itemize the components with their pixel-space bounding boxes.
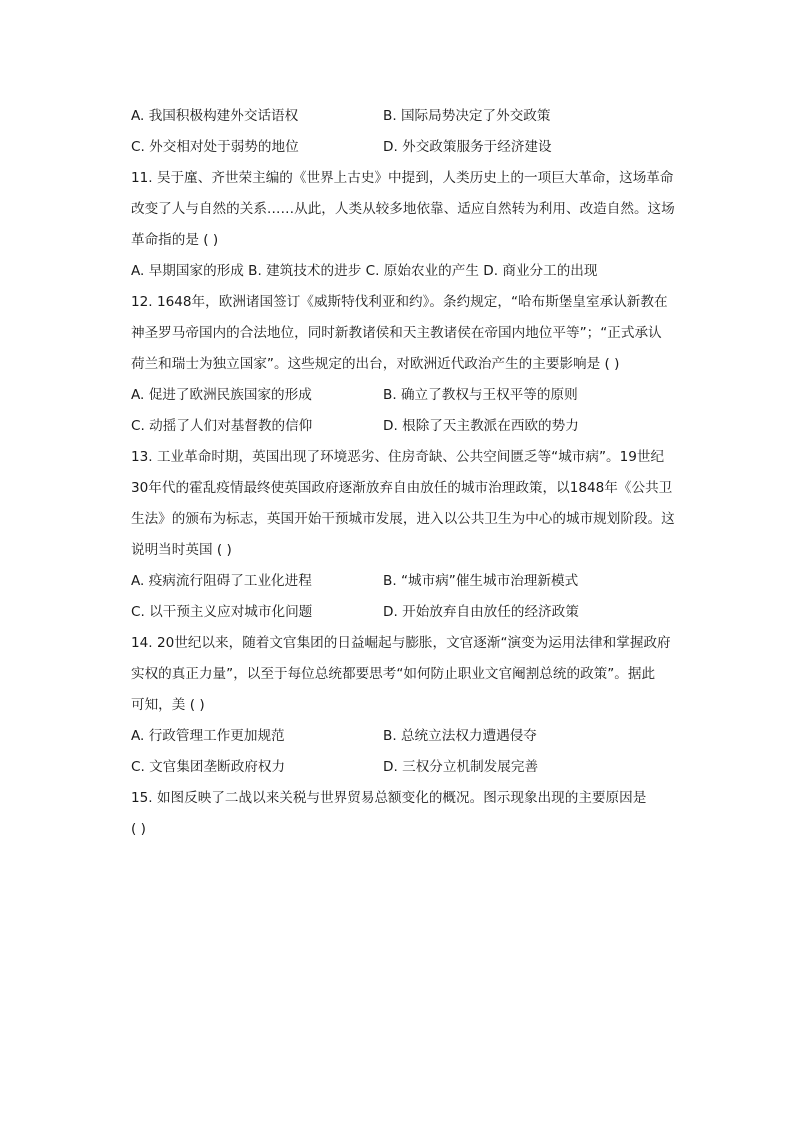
q14-option-c: C. 文官集团垄断政府权力 bbox=[131, 759, 286, 775]
q12-stem-line-2: 神圣罗马帝国内的合法地位，同时新教诸侯和天主教诸侯在帝国内地位平等”；“正式承认 bbox=[131, 325, 662, 341]
q11-stem-line-3: 革命指的是 ( ) bbox=[131, 232, 219, 248]
q13-options-row-2 bbox=[131, 597, 691, 628]
q14-options-row-2 bbox=[131, 752, 691, 783]
q11-stem-line-1: 11. 吴于廑、齐世荣主编的《世界上古史》中提到，人类历史上的一项巨大革命，这场革命 bbox=[131, 170, 674, 186]
q15-stem-line-1: 15. 如图反映了二战以来关税与世界贸易总额变化的概况。图示现象出现的主要原因是 bbox=[131, 790, 647, 806]
q15-stem-line-2: ( ) bbox=[131, 821, 146, 837]
q12-option-c: C. 动摇了人们对基督教的信仰 bbox=[131, 418, 313, 434]
q11-options: A. 早期国家的形成 B. 建筑技术的进步 C. 原始农业的产生 D. 商业分工的出现 bbox=[131, 263, 598, 279]
question-content bbox=[131, 101, 691, 845]
q12-stem-line-1: 12. 1648年，欧洲诸国签订《威斯特伐利亚和约》。条约规定，“哈布斯堡皇室承认新教在 bbox=[131, 294, 668, 310]
q14-stem-line-2: 实权的真正力量”，以至于每位总统都要思考“如何防止职业文官阉割总统的政策”。据此 bbox=[131, 666, 656, 682]
q10-option-b: B. 国际局势决定了外交政策 bbox=[383, 108, 551, 124]
q12-option-d: D. 根除了天主教派在西欧的势力 bbox=[383, 418, 579, 434]
q10-option-d: D. 外交政策服务于经济建设 bbox=[383, 139, 552, 155]
q13-stem-line-1: 13. 工业革命时期，英国出现了环境恶劣、住房奇缺、公共空间匮乏等“城市病”。19世纪 bbox=[131, 449, 665, 465]
q12-stem-line-3: 荷兰和瑞士为独立国家”。这些规定的出台，对欧洲近代政治产生的主要影响是 ( ) bbox=[131, 356, 620, 372]
q13-option-d: D. 开始放弃自由放任的经济政策 bbox=[383, 604, 579, 620]
q14-option-a: A. 行政管理工作更加规范 bbox=[131, 728, 285, 744]
q13-stem-line-3: 生法》的颁布为标志，英国开始干预城市发展，进入以公共卫生为中心的城市规划阶段。这 bbox=[131, 511, 675, 527]
q10-option-c: C. 外交相对处于弱势的地位 bbox=[131, 139, 299, 155]
q10-options-row-1 bbox=[131, 101, 691, 132]
q14-stem-line-1: 14. 20世纪以来，随着文官集团的日益崛起与膨胀，文官逐渐“演变为运用法律和掌握政府 bbox=[131, 635, 671, 651]
q10-options-row-2 bbox=[131, 132, 691, 163]
q14-options-row-1 bbox=[131, 721, 691, 752]
q14-option-b: B. 总统立法权力遭遇侵夺 bbox=[383, 728, 537, 744]
q12-option-b: B. 确立了教权与王权平等的原则 bbox=[383, 387, 578, 403]
q13-option-a: A. 疫病流行阻碍了工业化进程 bbox=[131, 573, 312, 589]
q13-option-c: C. 以干预主义应对城市化问题 bbox=[131, 604, 313, 620]
q14-option-d: D. 三权分立机制发展完善 bbox=[383, 759, 539, 775]
q13-option-b: B. “城市病”催生城市治理新模式 bbox=[383, 573, 579, 589]
q13-stem-line-2: 30年代的霍乱疫情最终使英国政府逐渐放弃自由放任的城市治理政策，以1848年《公共卫 bbox=[131, 480, 673, 496]
q14-stem-line-3: 可知，美 ( ) bbox=[131, 697, 205, 713]
q12-options-row-2 bbox=[131, 411, 691, 442]
q12-options-row-1 bbox=[131, 380, 691, 411]
q10-option-a: A. 我国积极构建外交话语权 bbox=[131, 108, 299, 124]
q13-stem-line-4: 说明当时英国 ( ) bbox=[131, 542, 232, 558]
q13-options-row-1 bbox=[131, 566, 691, 597]
q11-stem-line-2: 改变了人与自然的关系……从此，人类从较多地依靠、适应自然转为利用、改造自然。这场 bbox=[131, 201, 675, 217]
q12-option-a: A. 促进了欧洲民族国家的形成 bbox=[131, 387, 312, 403]
